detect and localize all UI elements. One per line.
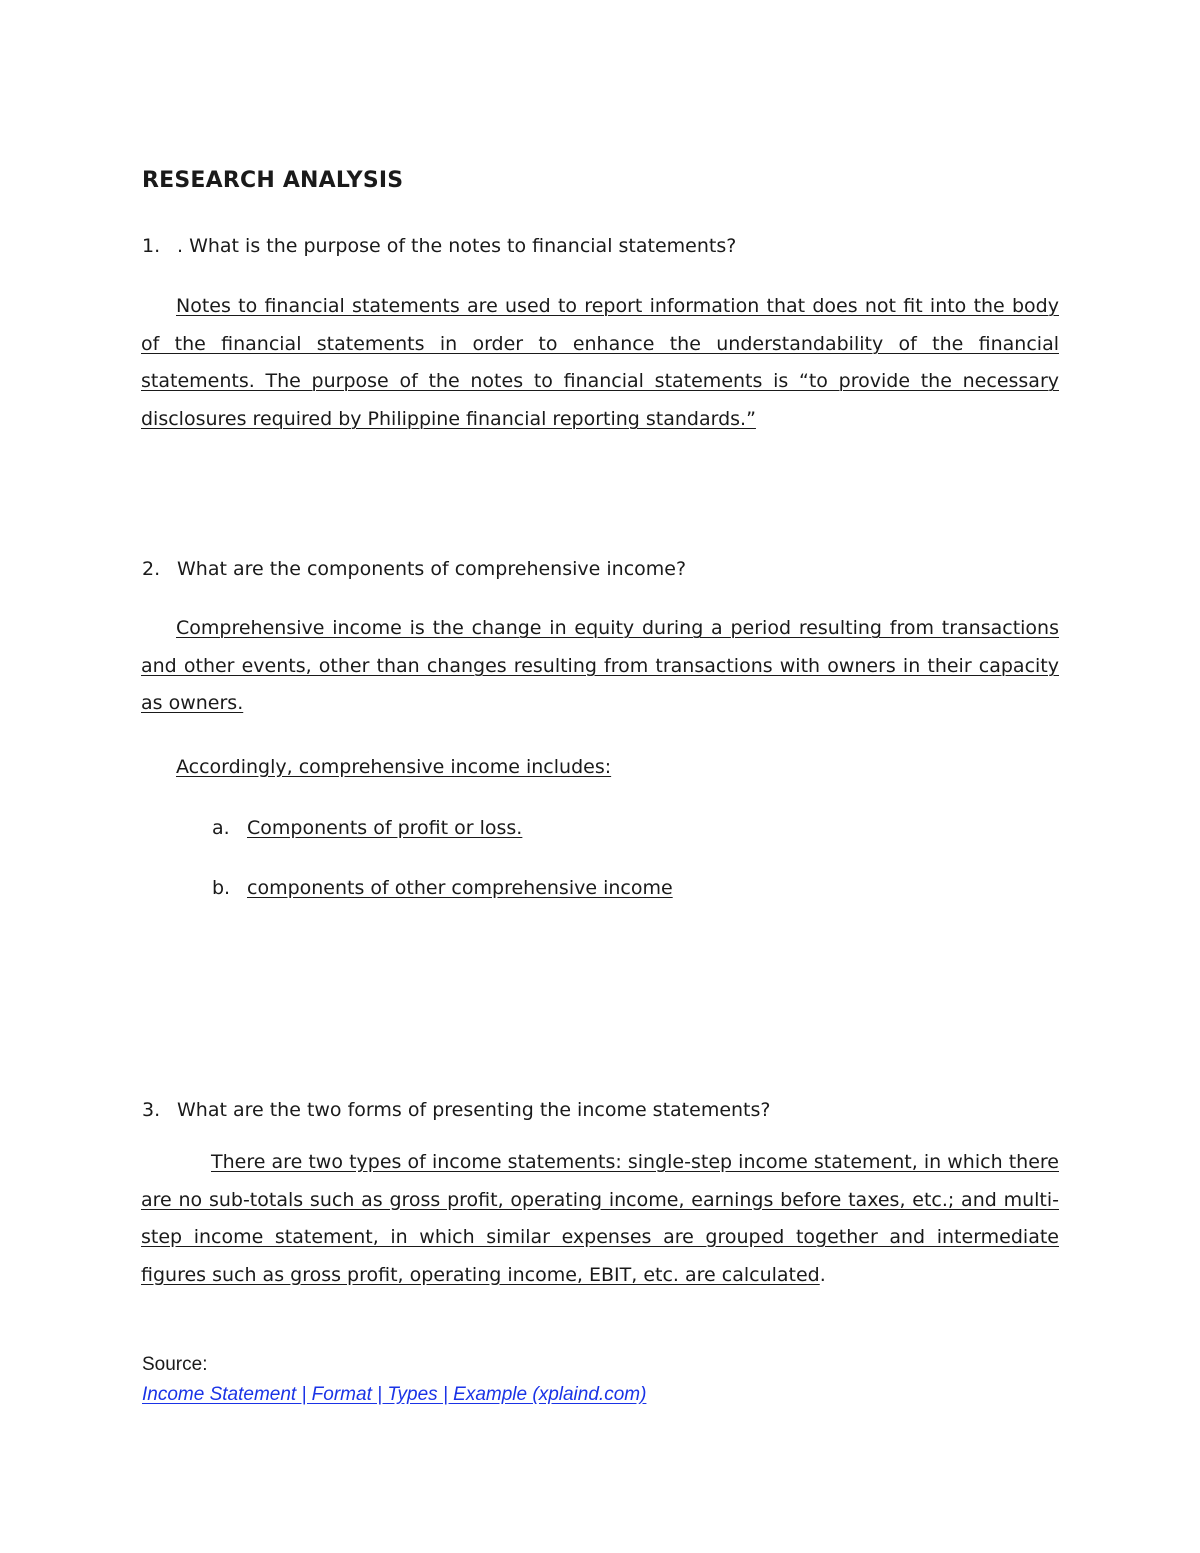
list-item-text: Components of profit or loss.	[247, 817, 523, 839]
list-item	[212, 815, 522, 841]
question-number: 3.	[142, 1099, 161, 1121]
answer-3	[141, 1144, 1059, 1294]
question-text: What are the two forms of presenting the income statements?	[177, 1099, 771, 1121]
source-label: Source:	[142, 1354, 208, 1375]
answer-3-text: There are two types of income statements: single-step income statement, in which there are no sub-totals such as gross profit, operating income, earnings before taxes, etc.; and multi-step income statement, in which similar expenses are grouped together and intermediate figures such as gross profit, operating income, EBIT, etc. are calculated	[141, 1151, 1059, 1286]
answer-2-lead-in: Accordingly, comprehensive income includes:	[176, 756, 612, 778]
answer-3-period: .	[819, 1263, 826, 1286]
answer-2: Comprehensive income is the change in equity during a period resulting from transactions and other events, other than changes resulting from transactions with owners in their capacity as owners.	[141, 617, 1059, 715]
question-text: What are the components of comprehensive income?	[177, 558, 687, 580]
question-number: 2.	[142, 558, 161, 580]
answer-1: Notes to financial statements are used to report information that does not fit into the body of the financial statements in order to enhance the understandability of the financial statements. The purpose of the notes to financial statements is “to provide the necessary disclosures required by Philippine financial reporting standards.”	[141, 295, 1059, 430]
question-2	[142, 556, 686, 582]
list-item-text: components of other comprehensive income	[247, 877, 673, 899]
document-title: RESEARCH ANALYSIS	[142, 168, 404, 193]
question-1	[142, 233, 736, 259]
list-item	[212, 875, 673, 901]
list-marker: a.	[212, 817, 230, 839]
question-number: 1.	[142, 235, 161, 257]
question-3	[142, 1097, 771, 1123]
source-link[interactable]: Income Statement | Format | Types | Example (xplaind.com)	[142, 1384, 647, 1405]
list-marker: b.	[212, 877, 231, 899]
question-text: . What is the purpose of the notes to financial statements?	[177, 235, 737, 257]
